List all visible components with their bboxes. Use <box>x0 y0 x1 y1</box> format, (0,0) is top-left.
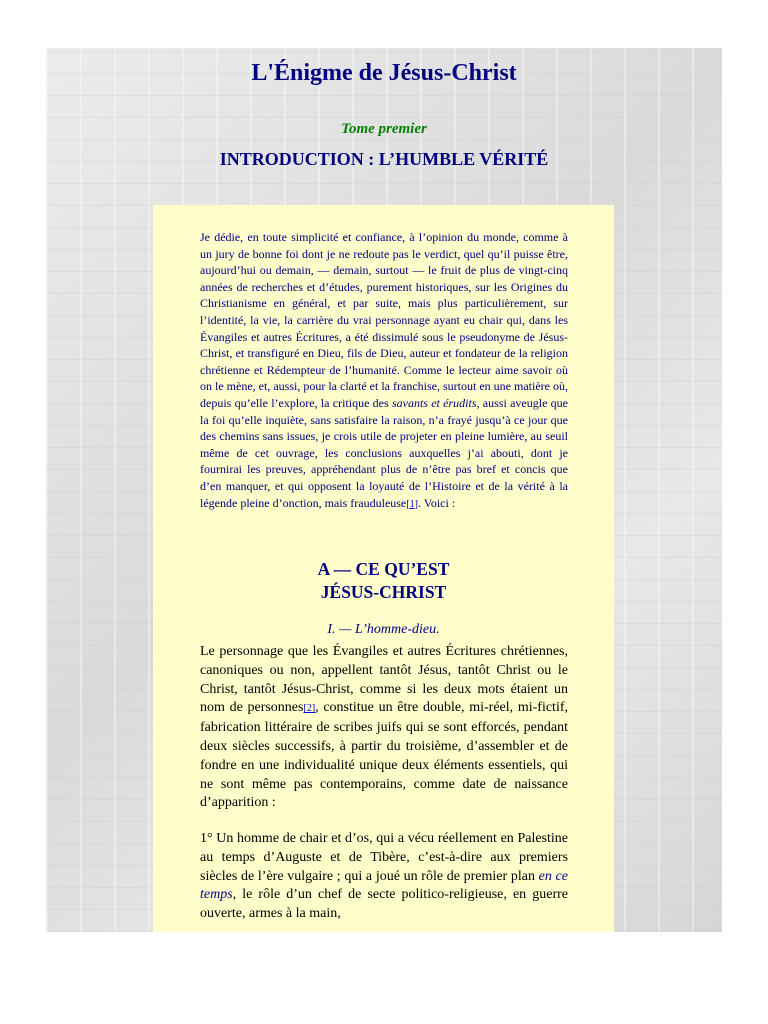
body-paragraph-2 <box>200 830 568 924</box>
dedication-text-2: , aussi aveugle que la foi qu’elle inquiète, sans satisfaire la raison, n’a frayé jusqu’à ce jour que des chemins sans issues, je crois utile de projeter en pleine lumière, au seuil même de cet ouvrage, les conclusions auxquelles j’ai abouti, dont je fournirai les preuves, appréhendant plus de n’être pas bref et concis que d’en manquer, et qui opposent la loyauté de l’Histoire et de la vérité à la légende pleine d’onction, mais frauduleuse <box>200 395 568 510</box>
body-text-1a: Le personnage que les Évangiles et autres Écritures chrétiennes, canoniques ou non, appellent tantôt Jésus, tantôt Christ ou le Christ, tantôt Jésus-Christ, comme si les deux mots étaient un nom de personnes <box>200 644 568 716</box>
subheading: I. — L’homme-dieu. <box>327 622 440 637</box>
dedication-text-3: . Voici : <box>417 495 456 510</box>
dedication-paragraph <box>200 229 568 513</box>
volume-label: Tome premier <box>341 121 427 137</box>
body-text-2b: , le rôle d’un chef de secte politico-religieuse, en guerre ouverte, armes à la main, <box>200 887 568 922</box>
content-box <box>153 205 614 932</box>
section-title: INTRODUCTION : L’HUMBLE VÉRITÉ <box>219 149 549 169</box>
chapter-heading-line2: JÉSUS-CHRIST <box>320 582 447 602</box>
body-text-1b: , constitue un être double, mi-réel, mi-fictif, fabrication littéraire de scribes juifs qui se sont efforcés, pendant deux siècles successifs, à partir du troisième, d’assembler et de fondre en une individualité unique deux éléments essentiels, qui ne sont même pas contemporains, comme date de naissance d’apparition : <box>200 700 569 811</box>
page-title: L'Énigme de Jésus-Christ <box>251 60 517 86</box>
footnote-link-1[interactable]: [1] <box>406 498 418 510</box>
chapter-heading-line1: A — CE QU’EST <box>317 559 450 579</box>
dedication-emphasis: savants et érudits <box>391 395 477 410</box>
body-emphasis: en ce temps <box>200 868 568 903</box>
chapter-heading <box>153 558 614 604</box>
page-background <box>46 48 722 932</box>
footnote-link-2[interactable]: [2] <box>303 703 316 715</box>
body-paragraph-1 <box>200 643 568 813</box>
body-text-2a: 1° Un homme de chair et d’os, qui a vécu réellement en Palestine au temps d’Auguste et de Tibère, c’est-à-dire aux premiers siècles de l’ère vulgaire ; qui a joué un rôle de premier plan <box>200 831 568 884</box>
dedication-text-1: Je dédie, en toute simplicité et confiance, à l’opinion du monde, comme à un jury de bonne foi dont je ne redoute pas le verdict, quel qu’il puisse être, aujourd’hui ou demain, — demain, surtout — le fruit de plus de vingt-cinq années de recherches et d’études, purement historiques, sur les Origines du Christianisme en général, et par suite, mais plus particulièrement, sur l’identité, la vie, la carrière du vrai personnage ayant eu chair qui, dans les Évangiles et autres Écritures, a été dissimulé sous le pseudonyme de Jésus-Christ, et transfiguré en Dieu, fils de Dieu, auteur et fondateur de la religion chrétienne et Rédempteur de l’humanité. Comme le lecteur aime savoir où on le mène, et, aussi, pour la clarté et la franchise, surtout en une matière où, depuis qu’elle l’explore, la critique des <box>200 230 568 410</box>
